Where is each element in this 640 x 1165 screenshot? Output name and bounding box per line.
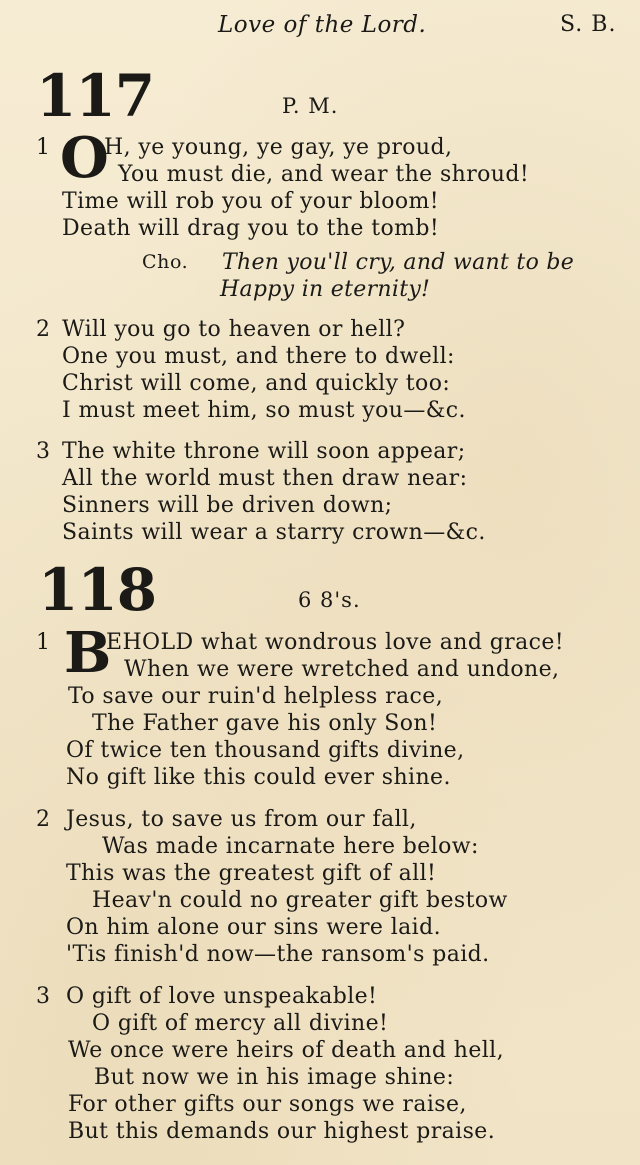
- verse-line: Time will rob you of your bloom!: [62, 189, 440, 214]
- verse-line: Of twice ten thousand gifts divine,: [66, 738, 465, 763]
- verse-line: But this demands our highest praise.: [68, 1119, 496, 1144]
- verse-line: You must die, and wear the shroud!: [118, 162, 530, 187]
- verse-number: 2: [36, 317, 50, 342]
- hymn-number: 117: [36, 62, 155, 130]
- hymn-number: 118: [38, 556, 157, 624]
- hymn-meter: 6 8's.: [298, 588, 361, 612]
- chorus-line: Happy in eternity!: [220, 277, 431, 302]
- verse-number: 3: [36, 984, 50, 1009]
- chorus-line: Then you'll cry, and want to be: [222, 250, 575, 275]
- verse-line: When we were wretched and undone,: [124, 657, 560, 682]
- verse-line: Was made incarnate here below:: [102, 834, 479, 859]
- verse-line: We once were heirs of death and hell,: [68, 1038, 505, 1063]
- verse-number: 1: [36, 630, 50, 655]
- verse-line: I must meet him, so must you—&c.: [62, 398, 466, 423]
- verse-line: Death will drag you to the tomb!: [62, 216, 440, 241]
- chorus-label: Cho.: [142, 251, 189, 273]
- verse-line: 'Tis finish'd now—the ransom's paid.: [66, 942, 490, 967]
- verse-line: Sinners will be driven down;: [62, 493, 393, 518]
- verse-line: O gift of love unspeakable!: [66, 984, 378, 1009]
- verse-line: This was the greatest gift of all!: [66, 861, 437, 886]
- verse-line: But now we in his image shine:: [94, 1065, 455, 1090]
- verse-number: 2: [36, 807, 50, 832]
- verse-line: Will you go to heaven or hell?: [62, 317, 406, 342]
- verse-line: For other gifts our songs we raise,: [68, 1092, 467, 1117]
- verse-line: All the world must then draw near:: [62, 466, 468, 491]
- hymn-meter: P. M.: [282, 94, 339, 118]
- verse-number: 3: [36, 439, 50, 464]
- verse-line: The white throne will soon appear;: [62, 439, 466, 464]
- verse-line: The Father gave his only Son!: [92, 711, 438, 736]
- verse-line: Heav'n could no greater gift bestow: [92, 888, 508, 913]
- verse-line: No gift like this could ever shine.: [66, 765, 451, 790]
- verse-line: To save our ruin'd helpless race,: [68, 684, 444, 709]
- verse-line: H, ye young, ye gay, ye proud,: [104, 135, 453, 160]
- verse-line: O gift of mercy all divine!: [92, 1011, 389, 1036]
- verse-number: 1: [36, 135, 50, 160]
- verse-line: Christ will come, and quickly too:: [62, 371, 451, 396]
- verse-line: One you must, and there to dwell:: [62, 344, 455, 369]
- running-head-mark: S. B.: [560, 12, 617, 37]
- drop-cap-letter: O: [60, 125, 109, 191]
- verse-line: Saints will wear a starry crown—&c.: [62, 520, 486, 545]
- drop-cap-letter: B: [64, 620, 112, 686]
- verse-line: On him alone our sins were laid.: [66, 915, 441, 940]
- running-head-title: Love of the Lord.: [218, 12, 427, 38]
- verse-line: Jesus, to save us from our fall,: [66, 807, 417, 832]
- verse-line: EHOLD what wondrous love and grace!: [106, 630, 564, 655]
